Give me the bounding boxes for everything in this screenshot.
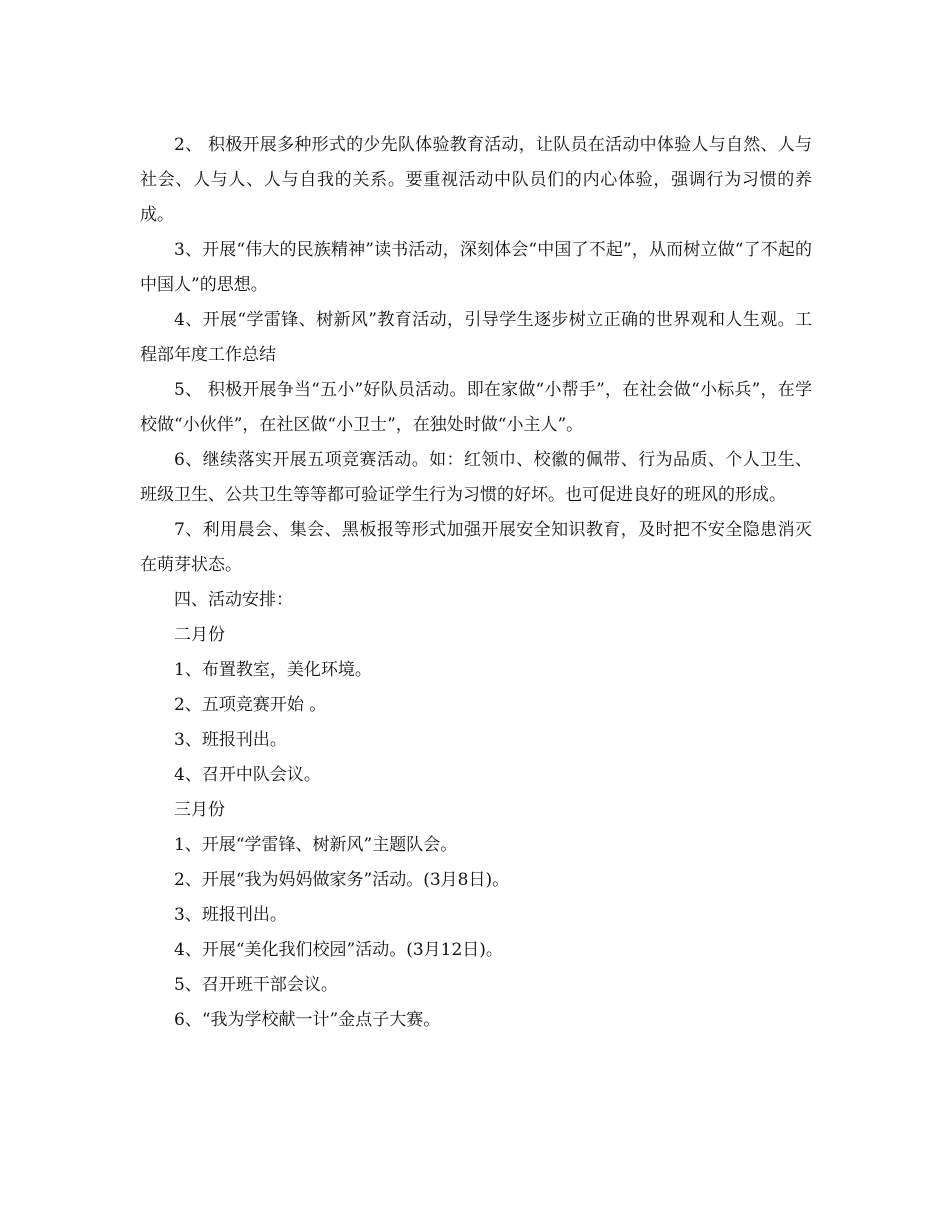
list-item-march-4: 4、开展“美化我们校园”活动。(3月12日)。 <box>174 940 503 960</box>
list-item-february-4: 4、召开中队会议。 <box>174 765 321 785</box>
paragraph-item-4: 4、开展“学雷锋、树新风”教育活动，引导学生逐步树立正确的世界观和人生观。工程部年度工作总结 <box>140 310 812 365</box>
list-item-march-6: 6、“我为学校献一计”金点子大赛。 <box>174 1010 441 1030</box>
month-heading-march: 三月份 <box>174 800 225 820</box>
paragraph-item-2: 2、 积极开展多种形式的少先队体验教育活动，让队员在活动中体验人与自然、人与社会、人与人、人与自我的关系。要重视活动中队员们的内心体验，强调行为习惯的养成。 <box>140 135 812 225</box>
paragraph-item-3: 3、开展“伟大的民族精神”读书活动，深刻体会“中国了不起”，从而树立做“了不起的中国人”的思想。 <box>140 240 812 295</box>
paragraph-item-7: 7、利用晨会、集会、黑板报等形式加强开展安全知识教育，及时把不安全隐患消灭在萌芽状态。 <box>140 520 812 575</box>
document-body <box>140 128 812 1038</box>
paragraph-item-5: 5、 积极开展争当“五小”好队员活动。即在家做“小帮手”，在社会做“小标兵”，在学校做“小伙伴”，在社区做“小卫士”，在独处时做“小主人”。 <box>140 380 812 435</box>
paragraph-item-6: 6、继续落实开展五项竞赛活动。如：红领巾、校徽的佩带、行为品质、个人卫生、班级卫生、公共卫生等等都可验证学生行为习惯的好坏。也可促进良好的班风的形成。 <box>140 450 812 505</box>
list-item-february-1: 1、布置教室，美化环境。 <box>174 660 372 680</box>
list-item-march-5: 5、召开班干部会议。 <box>174 975 338 995</box>
section-heading-activity-schedule: 四、活动安排： <box>174 590 293 610</box>
list-item-march-1: 1、开展“学雷锋、树新风”主题队会。 <box>174 835 458 855</box>
month-heading-february: 二月份 <box>174 625 225 645</box>
list-item-february-3: 3、班报刊出。 <box>174 730 287 750</box>
list-item-march-3: 3、班报刊出。 <box>174 905 287 925</box>
list-item-february-2: 2、五项竞赛开始 。 <box>174 695 327 715</box>
list-item-march-2: 2、开展“我为妈妈做家务”活动。(3月8日)。 <box>174 870 510 890</box>
